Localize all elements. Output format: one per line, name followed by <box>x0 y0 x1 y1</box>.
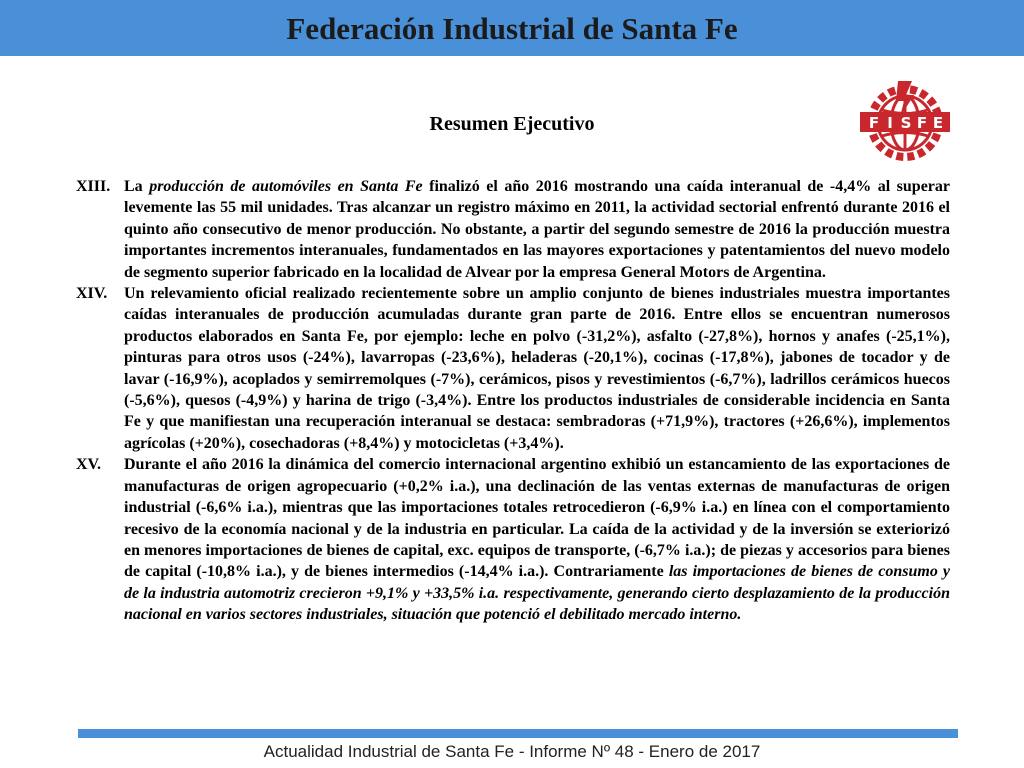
summary-item <box>76 283 950 454</box>
summary-item <box>76 176 950 283</box>
italic-text: las importaciones de bienes de consumo y de la industria automotriz crecieron +9,1% y +33,5% i.a. respectivamente, generando cierto desplazamiento de la producción nacional en varios sectores industriales, situación que potenció el debilitado mercado interno. <box>124 563 951 624</box>
item-text: La producción de automóviles en Santa Fe finalizó el año 2016 mostrando una caída interanual de -4,4% al superar levemente las 55 mil unidades. Tras alcanzar un registro máximo en 2011, la actividad sectorial enfrentó durante 2016 el quinto año consecutivo de menor producción. No obstante, a partir del segundo semestre de 2016 la producción muestra importantes incrementos interanuales, fundamentados en las mayores exportaciones y patentamientos del nuevo modelo de segmento superior fabricado en la localidad de Alvear por la empresa General Motors de Argentina. <box>124 178 951 281</box>
item-text: Un relevamiento oficial realizado recientemente sobre un amplio conjunto de bienes industriales muestra importantes caídas interanuales de producción acumuladas durante gran parte de 2016. Entre ellos se encuentran numerosos productos elaborados en Santa Fe, por ejemplo: leche en polvo (-31,2%), asfalto (-27,8%), hornos y anafes (-25,1%), pinturas para otros usos (-24%), lavarropas (-23,6%), heladeras (-20,1%), cocinas (-17,8%), jabones de tocador y de lavar (-16,9%), acoplados y semirremolques (-7%), cerámicos, pisos y revestimientos (-6,7%), ladrillos cerámicos huecos (-5,6%), quesos (-4,9%) y harina de trigo (-3,4%). Entre los productos industriales de considerable incidencia en Santa Fe y que manifiestan una recuperación interanual se destaca: sembradoras (+71,9%), tractores (+26,6%), implementos agrícolas (+20%), cosechadoras (+8,4%) y motocicletas (+3,4%). <box>124 285 950 452</box>
item-number: XIV. <box>76 285 108 303</box>
fisfe-logo <box>858 77 952 165</box>
footer-divider <box>78 729 958 738</box>
svg-text:I: I <box>887 114 893 132</box>
svg-text:E: E <box>932 114 944 132</box>
summary-item <box>76 454 950 625</box>
summary-list <box>76 176 950 626</box>
item-number: XIII. <box>76 178 111 195</box>
svg-text:F: F <box>916 114 928 132</box>
footer-text: Actualidad Industrial de Santa Fe - Informe Nº 48 - Enero de 2017 <box>263 742 761 761</box>
section-title: Resumen Ejecutivo <box>429 113 595 135</box>
item-number: XV. <box>76 456 102 474</box>
item-text: Durante el año 2016 la dinámica del comercio internacional argentino exhibió un estancamiento de las exportaciones de manufacturas de origen agropecuario (+0,2% i.a.), una declinación de las ventas externas de manufacturas de origen industrial (-6,6% i.a.), mientras que las importaciones totales retrocedieron (-6,9% i.a.) en línea con el comportamiento recesivo de la economía nacional y de la industria en particular. La caída de la actividad y de la inversión se exteriorizó en menores importaciones de bienes de capital, exc. equipos de transporte, (-6,7% i.a.); de piezas y accesorios para bienes de capital (-10,8% i.a.), y de bienes intermedios (-14,4% i.a.). Contrariamente las importaciones de bienes de consumo y de la industria automotriz crecieron +9,1% y +33,5% i.a. respectivamente, generando cierto desplazamiento de la producción nacional en varios sectores industriales, situación que potenció el debilitado mercado interno. <box>124 456 951 624</box>
page-title: Federación Industrial de Santa Fe <box>286 11 738 46</box>
svg-text:S: S <box>900 114 912 132</box>
svg-text:F: F <box>868 114 880 132</box>
italic-text: producción de automóviles en Santa Fe <box>149 178 423 195</box>
